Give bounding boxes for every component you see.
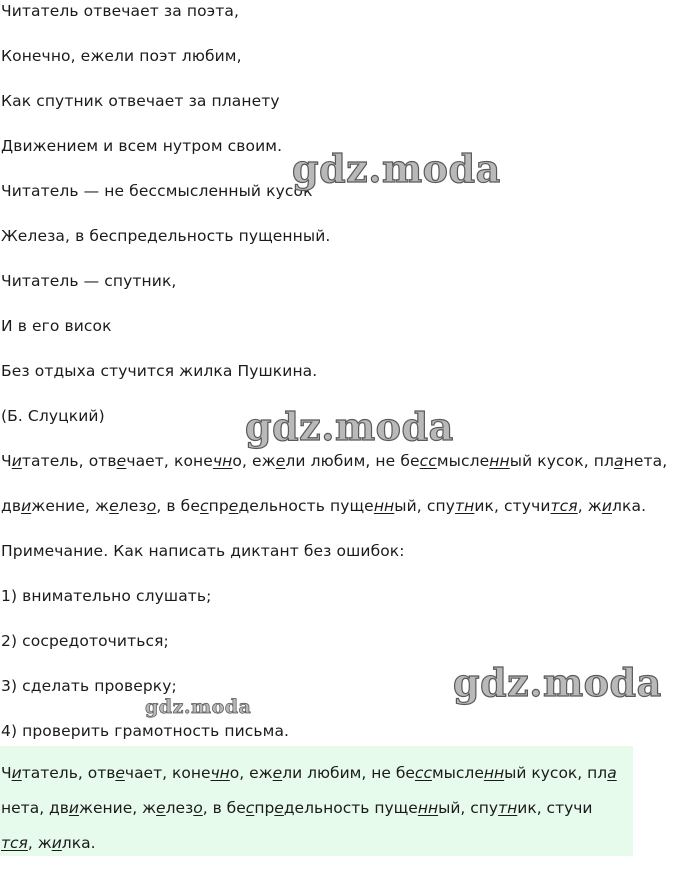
poem-author: (Б. Слуцкий) [1, 407, 105, 425]
orthogram-mark: е [228, 497, 239, 515]
text-segment: ик, стучи [517, 799, 593, 817]
watermark-logo: gdz.moda [292, 146, 501, 191]
text-segment: мысле [436, 452, 490, 470]
note-item: 3) сделать проверку; [1, 677, 177, 695]
orthogram-mark: с [199, 497, 209, 515]
watermark-logo: gdz.moda [245, 404, 454, 449]
answer-text [1, 756, 631, 861]
note-item: 1) внимательно слушать; [1, 587, 212, 605]
note-item: 2) сосредоточиться; [1, 632, 169, 650]
orthogram-mark: сс [419, 452, 437, 470]
text-segment: ли любим, не бе [285, 452, 420, 470]
orthogram-mark: о [193, 799, 203, 817]
watermark-logo: gdz.moda [453, 660, 662, 705]
orthogram-mark: тн [454, 497, 475, 515]
text-segment: мысле [431, 764, 484, 782]
note-item: 4) проверить грамотность письма. [1, 722, 290, 740]
poem-line: И в его висок [1, 317, 112, 335]
orthogram-mark: е [272, 764, 283, 782]
text-segment: ик, стучи [474, 497, 551, 515]
poem-line: Движением и всем нутром своим. [1, 137, 283, 155]
text-segment: лез [118, 497, 147, 515]
orthogram-mark: е [115, 764, 125, 782]
orthogram-mark: и [21, 497, 32, 515]
orthogram-mark: а [607, 764, 617, 782]
orthogram-mark: нн [373, 497, 395, 515]
poem-line: Без отдыха стучится жилка Пушкина. [1, 362, 318, 380]
words-line-1 [0, 450, 680, 472]
text-segment: чает, коне [126, 452, 213, 470]
poem-line: Железа, в беспредельность пущенный. [1, 227, 331, 245]
text-segment: дв [1, 497, 22, 515]
text-segment: нета, [623, 452, 668, 470]
orthogram-mark: е [109, 497, 119, 515]
text-segment: , в бе [202, 799, 246, 817]
orthogram-mark: с [245, 799, 255, 817]
text-segment: лка. [612, 497, 647, 515]
text-segment: Ч [1, 452, 12, 470]
orthogram-mark: нн [417, 799, 439, 817]
text-segment: пр [254, 799, 275, 817]
text-segment: татель, отв [21, 452, 117, 470]
text-segment: дельность пуще [283, 799, 418, 817]
orthogram-mark: е [275, 452, 286, 470]
text-segment: , в бе [156, 497, 200, 515]
poem-line: Читатель отвечает за поэта, [1, 2, 240, 20]
watermark-logo: gdz.moda [145, 696, 252, 718]
text-segment: жение, ж [31, 497, 110, 515]
answer-row [1, 756, 631, 791]
text-segment: ый, спу [438, 799, 499, 817]
poem-line: Читатель — не бессмысленный кусок [1, 182, 313, 200]
text-segment: ый кусок, пл [509, 452, 614, 470]
poem-line: Читатель — спутник, [1, 272, 177, 290]
orthogram-mark: и [51, 834, 62, 852]
poem-line: Как спутник отвечает за планету [1, 92, 280, 110]
text-segment: пр [208, 497, 229, 515]
text-segment: ли любим, не бе [282, 764, 415, 782]
orthogram-mark: и [68, 799, 79, 817]
text-segment: дельность пуще [238, 497, 374, 515]
text-segment: нета, дв [1, 799, 69, 817]
text-segment: ый, спу [394, 497, 455, 515]
words-line-2 [0, 495, 680, 517]
text-segment: лка. [61, 834, 96, 852]
text-segment: жение, ж [78, 799, 157, 817]
orthogram-mark: о [146, 497, 157, 515]
orthogram-mark: и [601, 497, 613, 515]
text-segment: лез [165, 799, 194, 817]
orthogram-mark: чн [212, 452, 233, 470]
text-segment: , ж [27, 834, 52, 852]
orthogram-mark: сс [414, 764, 432, 782]
text-segment: о, еж [229, 764, 273, 782]
orthogram-mark: и [11, 452, 22, 470]
text-segment: ый кусок, пл [504, 764, 608, 782]
orthogram-mark: нн [483, 764, 505, 782]
orthogram-mark: нн [489, 452, 510, 470]
orthogram-mark: чн [210, 764, 230, 782]
orthogram-mark: а [614, 452, 624, 470]
orthogram-mark: е [274, 799, 284, 817]
orthogram-mark: тн [498, 799, 518, 817]
orthogram-mark: е [156, 799, 166, 817]
text-segment: чает, коне [124, 764, 211, 782]
answer-row [1, 826, 631, 861]
note-title: Примечание. Как написать диктант без ошибок: [1, 542, 405, 560]
text-segment: о, еж [232, 452, 276, 470]
text-segment: татель, отв [21, 764, 116, 782]
orthogram-mark: тся [550, 497, 578, 515]
orthogram-mark: тся [1, 834, 28, 852]
poem-line: Конечно, ежели поэт любим, [1, 47, 242, 65]
orthogram-mark: е [116, 452, 127, 470]
answer-row [1, 791, 631, 826]
text-segment: , ж [577, 497, 602, 515]
text-segment: Ч [1, 764, 12, 782]
orthogram-mark: и [11, 764, 22, 782]
